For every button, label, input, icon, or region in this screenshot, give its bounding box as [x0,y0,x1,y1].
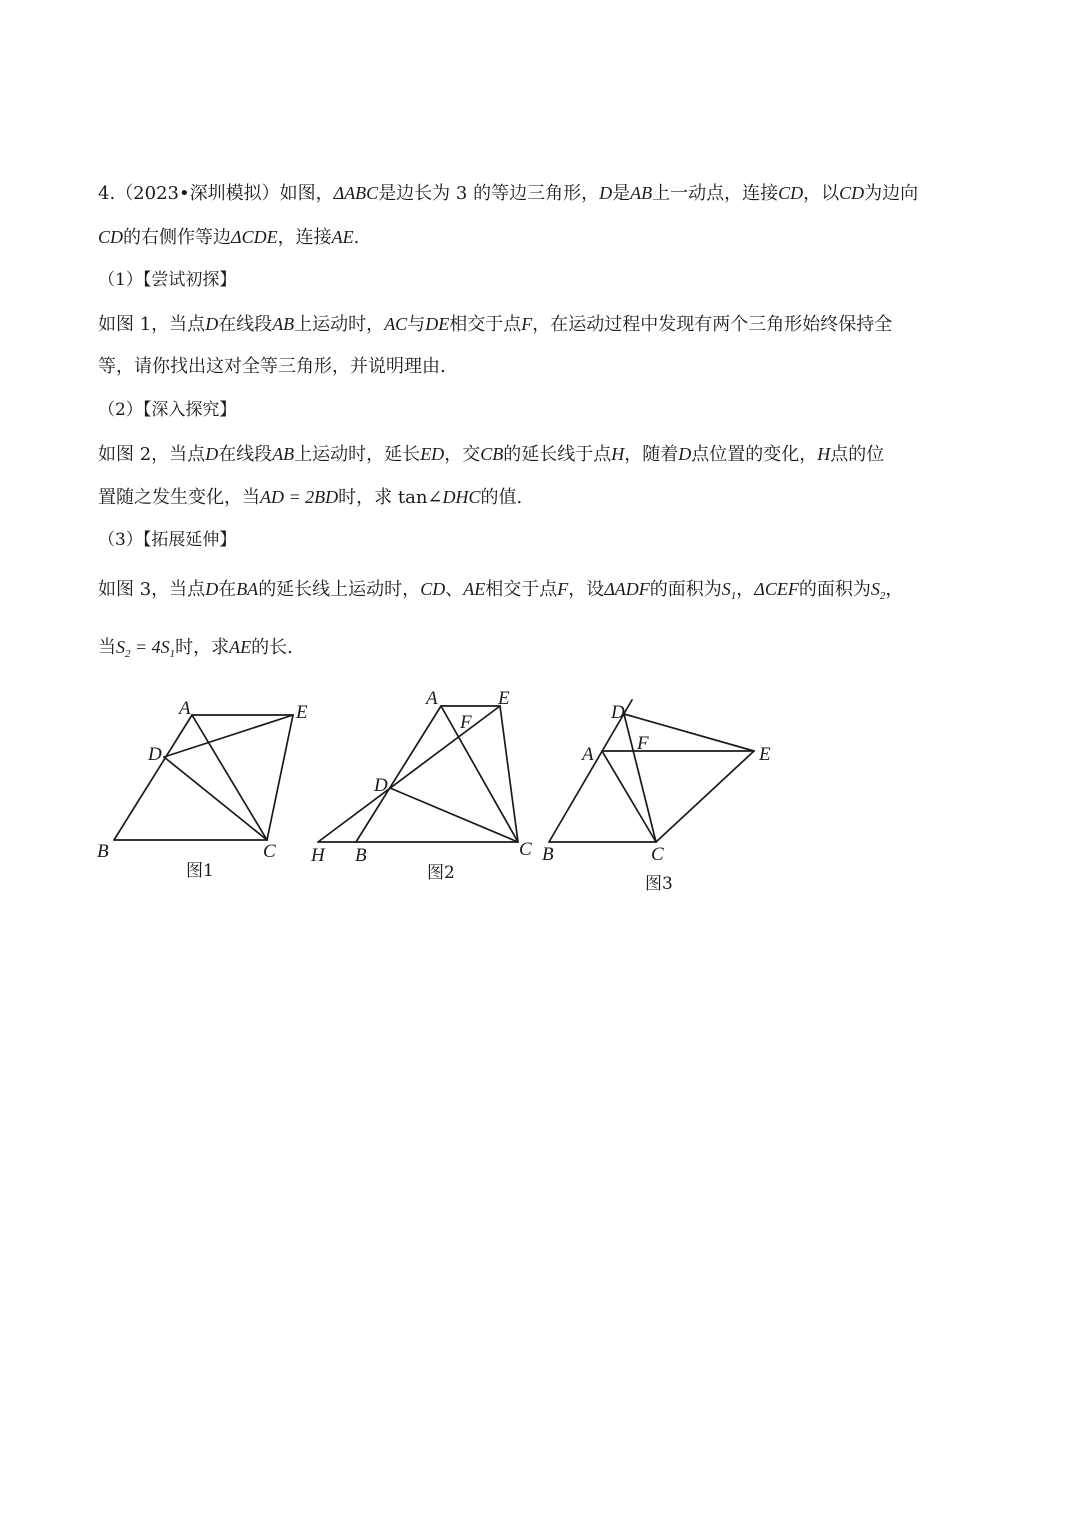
math-s-letter: S [721,579,731,599]
label-b: B [97,841,109,862]
text: 上运动时，延长 [294,444,421,465]
math-cd: CD [839,183,865,203]
text: 与 [407,314,426,335]
math-ac: AC [384,314,408,334]
text: 的面积为 [798,579,871,600]
math-subscript: 2 [879,590,886,602]
text: 的右侧作等边 [123,227,232,248]
text: ，连接 [277,227,332,248]
math-d: D [205,579,219,599]
label-c: C [519,839,532,860]
text: 置随之发生变化，当 [98,487,260,508]
label-b: B [355,845,367,866]
part3-heading: （3）【拓展延伸】 [98,530,237,550]
math-de: DE [425,314,450,334]
math-d: D [205,444,219,464]
text: 是边长为 3 的等边三角形， [378,183,600,204]
math-angle-dhc: ∠DHC [427,487,481,507]
math-ab: AB [272,444,295,464]
part2-heading: （2）【深入探究】 [98,400,237,420]
text: ，随着 [624,444,679,465]
text: 的值. [480,487,523,508]
text: 是 [612,183,631,204]
label-c: C [263,841,276,862]
math-cd: CD [98,227,124,247]
text: 、 [445,579,464,600]
text: 如图， [279,183,334,204]
text: 相交于点 [449,314,522,335]
segment-ab [114,715,192,840]
math-cb: CB [480,444,504,464]
segment-ce [656,751,754,842]
problem-number: 4. [98,183,116,204]
label-d: D [148,744,162,765]
part1-heading: （1）【尝试初探】 [98,270,237,290]
figure-1 [97,698,308,881]
label-a: A [426,688,438,709]
math-s-letter: S [870,579,880,599]
math-subscript: 2 [125,648,131,660]
math-d: D [599,183,613,203]
math-triangle-abc: ΔABC [333,183,379,203]
text: 为边向 [864,183,919,204]
text: 时，求 tan [338,487,428,508]
math-ae: AE [229,637,252,657]
segment-ac [192,715,267,840]
math-ba: BA [236,579,259,599]
math-s-letter: S [116,637,125,657]
segment-ab [356,706,441,842]
math-triangle-adf: ΔADF [604,579,650,599]
part1-line-2: 等，请你找出这对全等三角形，并说明理由. [98,356,446,377]
text: ，设 [568,579,605,600]
text: 点位置的变化， [691,444,818,465]
math-ed: ED [420,444,445,464]
text: 在线段 [218,444,273,465]
figure-2-caption: 图2 [427,863,455,883]
label-e: E [498,688,510,709]
text: ， [885,579,904,600]
label-e: E [296,702,308,723]
label-a: A [582,744,594,765]
math-ae: AE [331,227,354,247]
math-s-letter: S [160,637,170,657]
math-triangle-cef: ΔCEF [754,579,799,599]
segment-ac [602,751,656,842]
math-cd: CD [778,183,804,203]
math-f: F [557,579,569,599]
text: 的延长线上运动时， [258,579,421,600]
text: 上运动时， [294,314,385,335]
figure-3-caption: 图3 [645,874,673,894]
label-d: D [374,775,388,796]
text: 上一动点，连接 [652,183,779,204]
math-d: D [678,444,692,464]
math-equals-4: = 4 [130,637,161,657]
math-ab: AB [272,314,295,334]
segment-he [318,706,500,842]
text: 如图 3，当点 [98,579,206,600]
text: ，交 [444,444,481,465]
math-cd: CD [420,579,446,599]
text: 的延长线于点 [503,444,612,465]
segment-ce [500,706,518,842]
text: 在线段 [218,314,273,335]
text: ，以 [803,183,840,204]
math-ae: AE [463,579,486,599]
text: 如图 1，当点 [98,314,206,335]
label-e: E [759,744,771,765]
text: 如图 2，当点 [98,444,206,465]
text: 时，求 [175,637,230,658]
math-equation: AD = 2BD [260,487,339,507]
segment-de [164,715,293,757]
text: ，在运动过程中发现有两个三角形始终保持全 [532,314,893,335]
math-ab: AB [630,183,653,203]
label-b: B [542,844,554,865]
text: 相交于点 [485,579,558,600]
math-h: H [817,444,831,464]
label-c: C [651,844,664,865]
text: 在 [218,579,237,600]
text: ， [736,579,755,600]
math-subscript: 1 [730,590,737,602]
problem-source: （2023•深圳模拟） [115,183,280,204]
label-f: F [460,712,472,733]
figure-1-caption: 图1 [186,861,214,881]
label-a: A [179,698,191,719]
label-d: D [611,702,625,723]
segment-dc [164,757,267,840]
math-d: D [205,314,219,334]
math-f: F [521,314,533,334]
text: 当 [98,637,116,658]
figure-2 [310,688,532,883]
text: 点的位 [830,444,885,465]
text: . [353,227,360,248]
label-f: F [637,733,649,754]
label-h: H [311,845,325,866]
segment-dc [390,788,518,842]
text: 的长. [251,637,293,658]
text: 的面积为 [649,579,722,600]
segment-ac [441,706,518,842]
math-subscript: 1 [169,648,176,660]
math-h: H [611,444,625,464]
math-triangle-cde: ΔCDE [231,227,278,247]
figure-3 [542,700,771,894]
segment-ce [267,715,293,840]
